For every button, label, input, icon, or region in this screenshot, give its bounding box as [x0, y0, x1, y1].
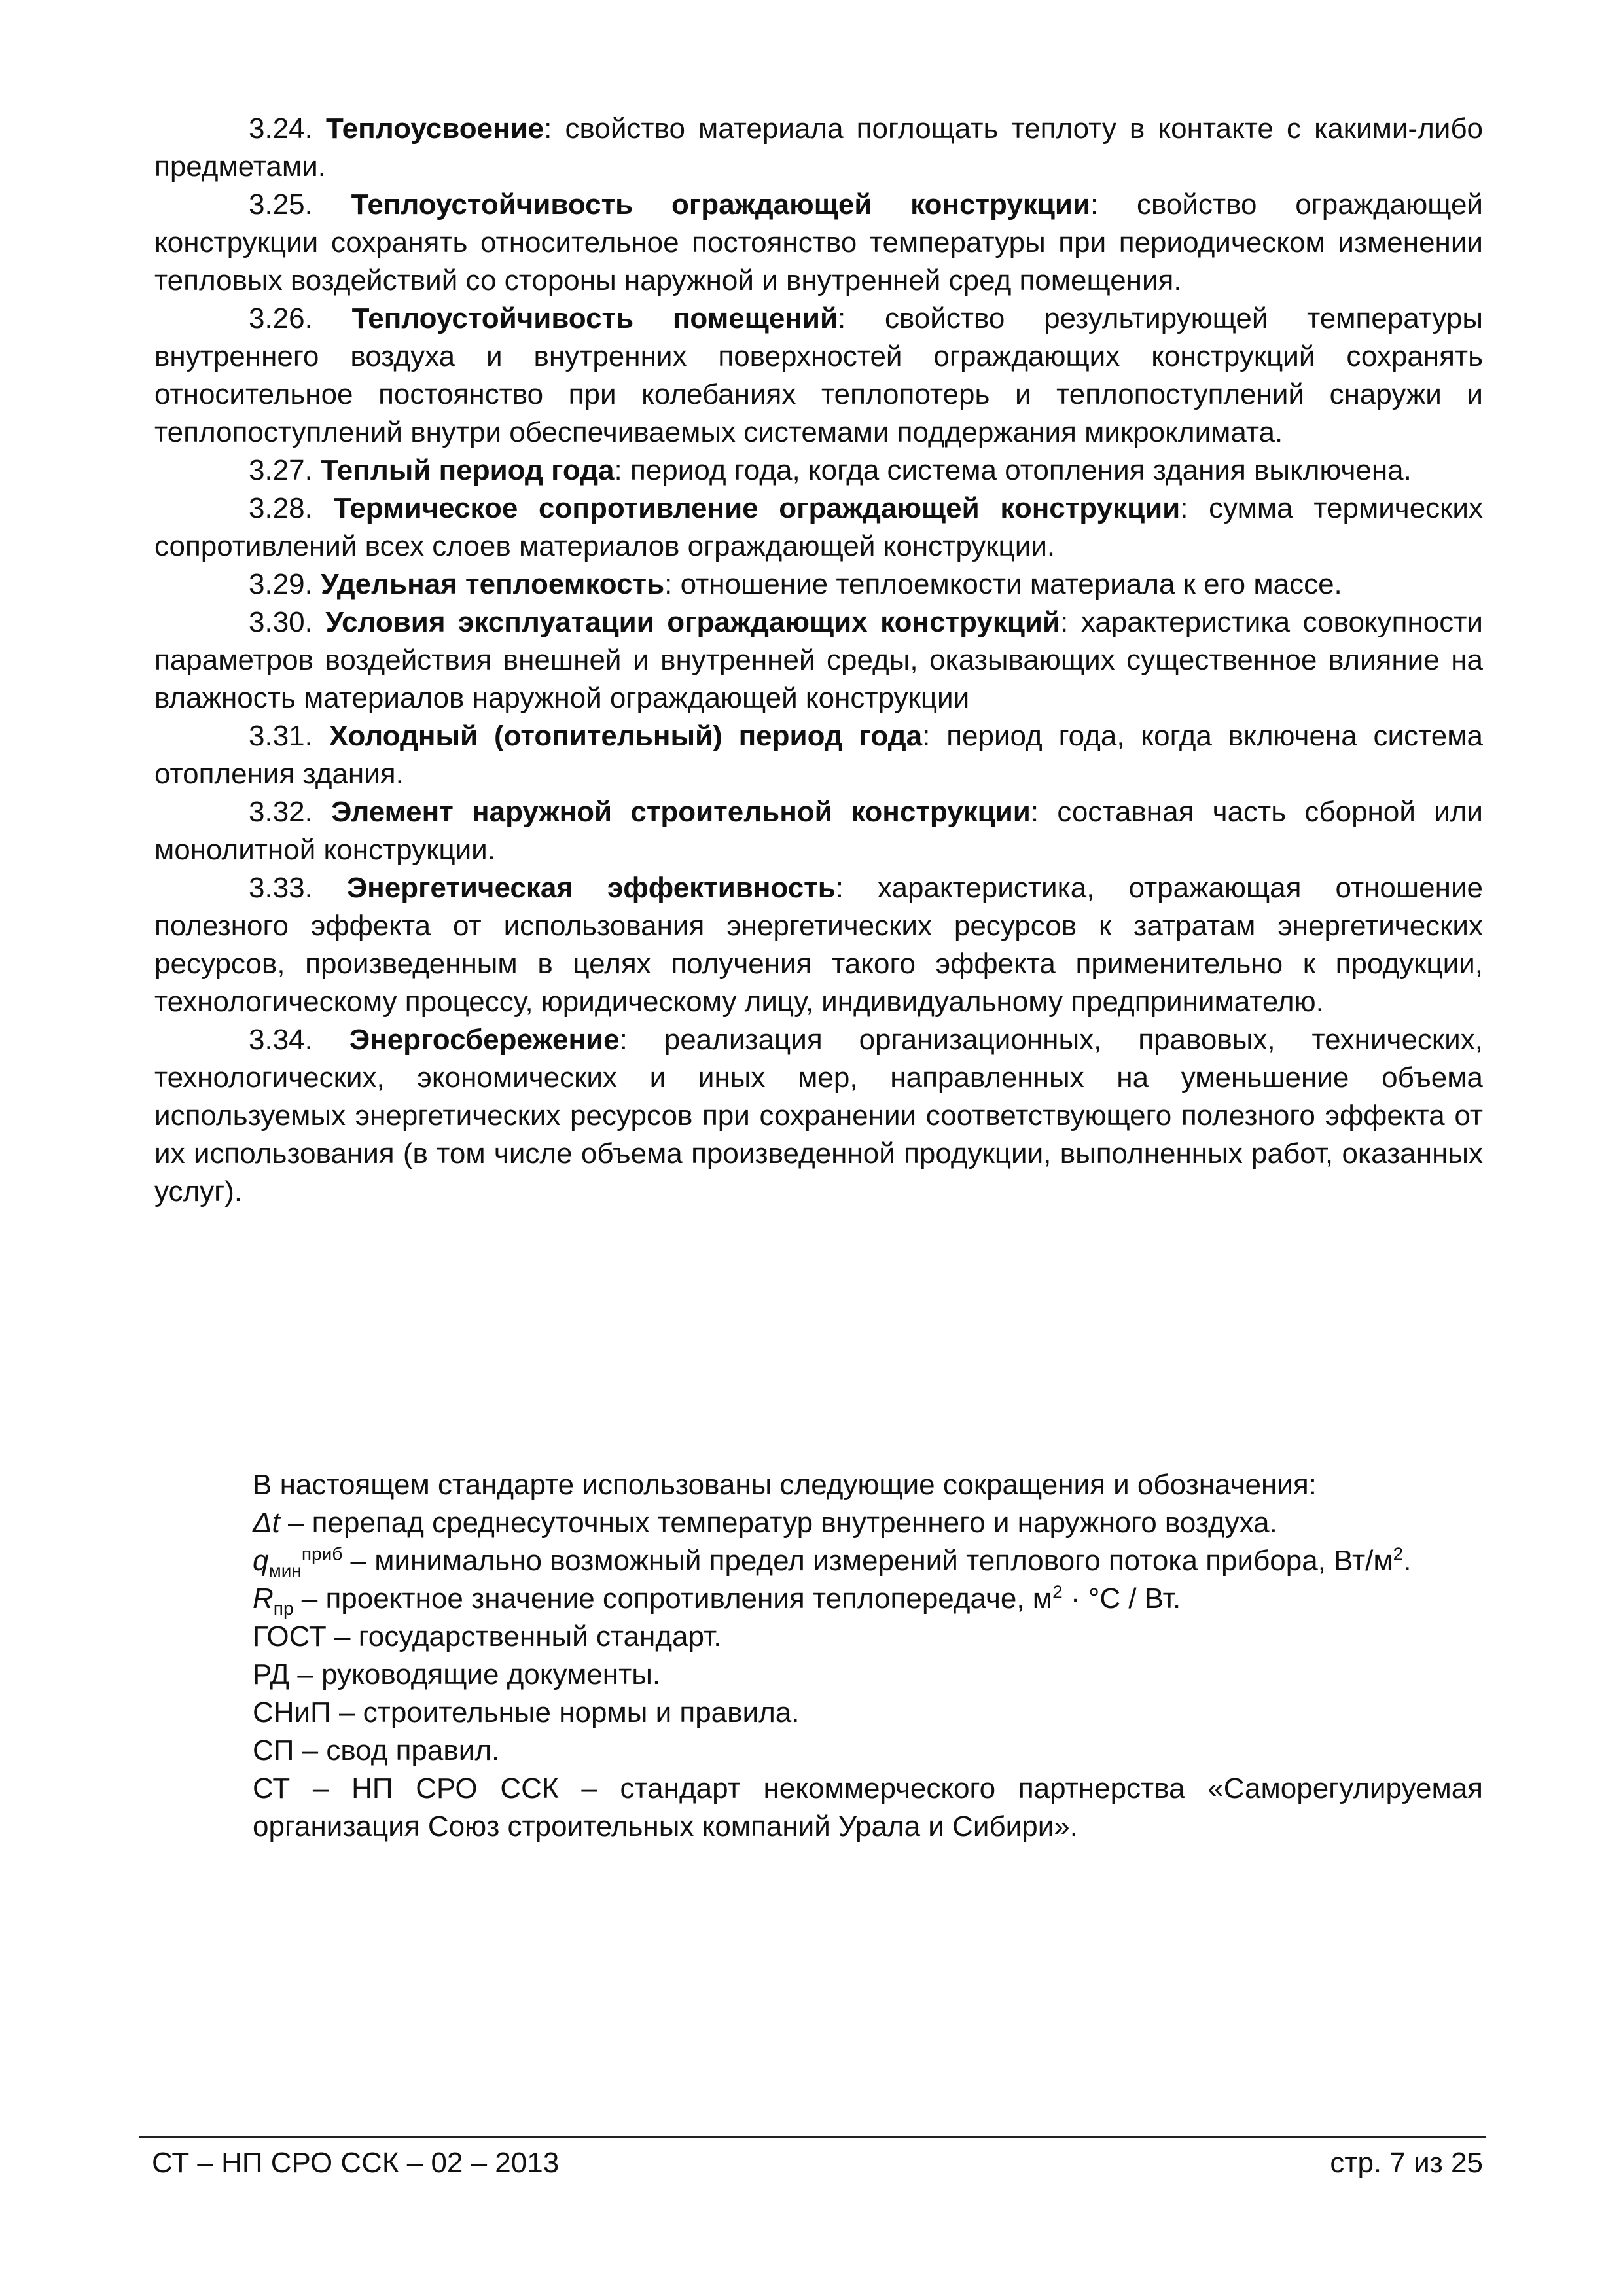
definition-term: Теплоусвоение [325, 113, 544, 145]
definition-3-24: 3.24. Теплоусвоение: свойство материала поглощать теплоту в контакте с какими-либо предметами. [154, 113, 1484, 183]
definition-term: Теплый период года [321, 454, 615, 486]
definition-term: Холодный (отопительный) период года [329, 720, 923, 752]
abbreviation-q-min: $q_{мин}^{приб}$ – минимально возможный предел измерений теплового потока прибора, $Вт/м^2$. [253, 1543, 1412, 1581]
abbreviation-r-pr: $R_{пр}$ – проектное значение сопротивления теплопередаче, $м^2 \cdot ^\circ С$ / Вт. [253, 1581, 1181, 1619]
definitions-section [154, 110, 1483, 1211]
definition-term: Энергосбережение [349, 1024, 620, 1056]
abbreviation-item: СП – свод правил. [253, 1734, 500, 1767]
definition-term: Условия эксплуатации ограждающих конструкций [325, 606, 1061, 638]
definition-term: Удельная теплоемкость [321, 568, 665, 600]
abbreviation-item: ГОСТ – государственный стандарт. [253, 1621, 722, 1653]
definition-3-26: 3.26. Теплоустойчивость помещений: свойство результирующей температуры внутреннего воздуха и внутренних поверхностей ограждающих конструкций сохранять относительное постоянство при колебаниях теплопотерь и теплопоступлений снаружи и теплопоступлений внутри обеспечиваемых системами поддержания микроклимата. [154, 302, 1483, 448]
definition-3-32: 3.32. Элемент наружной строительной конструкции: составная часть сборной или монолитной конструкции. [154, 796, 1483, 866]
definition-term: Теплоустойчивость ограждающей конструкции [351, 188, 1090, 221]
definition-3-27: 3.27. Теплый период года: период года, когда система отопления здания выключена. [249, 454, 1412, 486]
abbreviation-item: РД – руководящие документы. [253, 1659, 661, 1691]
definition-3-29: 3.29. Удельная теплоемкость: отношение теплоемкости материала к его массе. [249, 568, 1342, 600]
abbreviation-delta-t: Δt – перепад среднесуточных температур внутреннего и наружного воздуха. [253, 1507, 1277, 1539]
definition-3-33: 3.33. Энергетическая эффективность: характеристика, отражающая отношение полезного эффекта от использования энергетических ресурсов к затратам энергетических ресурсов, произведенным в целях получения такого эффекта применительно к продукции, технологическому процессу, юридическому лицу, индивидуальному предпринимателю. [154, 872, 1483, 1018]
abbreviations-intro: В настоящем стандарте использованы следующие сокращения и обозначения: [253, 1469, 1317, 1501]
definition-term: Теплоустойчивость помещений [351, 302, 838, 334]
definition-term: Энергетическая эффективность [346, 872, 836, 904]
footer-page-number: стр. 7 из 25 [1330, 2147, 1483, 2179]
definition-3-28: 3.28. Термическое сопротивление ограждающей конструкции: сумма термических сопротивлений всех слоев материалов ограждающей конструкции. [154, 492, 1483, 562]
definition-3-30: 3.30. Условия эксплуатации ограждающих конструкций: характеристика совокупности параметров воздействия внешней и внутренней среды, оказывающих существенное влияние на влажность материалов наружной ограждающей конструкции [154, 606, 1483, 714]
abbreviation-item: СНиП – строительные нормы и правила. [253, 1696, 800, 1729]
definition-3-25: 3.25. Теплоустойчивость ограждающей конструкции: свойство ограждающей конструкции сохранять относительное постоянство температуры при периодическом изменении тепловых воздействий со стороны наружной и внутренней сред помещения. [154, 188, 1484, 296]
abbreviations-section [253, 1466, 1483, 1846]
abbreviation-item: СТ – НП СРО ССК – стандарт некоммерческого партнерства «Саморегулируемая организация Союз строительных компаний Урала и Сибири». [253, 1772, 1483, 1842]
footer-divider [139, 2136, 1486, 2138]
definition-3-34: 3.34. Энергосбережение: реализация организационных, правовых, технических, технологических, экономических и иных мер, направленных на уменьшение объема используемых энергетических ресурсов при сохранении соответствующего полезного эффекта от их использования (в том числе объема произведенной продукции, выполненных работ, оказанных услуг). [154, 1024, 1483, 1208]
footer-doc-code: СТ – НП СРО ССК – 02 – 2013 [152, 2147, 560, 2179]
definition-term: Элемент наружной строительной конструкции [331, 796, 1031, 828]
definition-3-31: 3.31. Холодный (отопительный) период года: период года, когда включена система отопления здания. [154, 720, 1483, 790]
definition-term: Термическое сопротивление ограждающей конструкции [333, 492, 1181, 524]
